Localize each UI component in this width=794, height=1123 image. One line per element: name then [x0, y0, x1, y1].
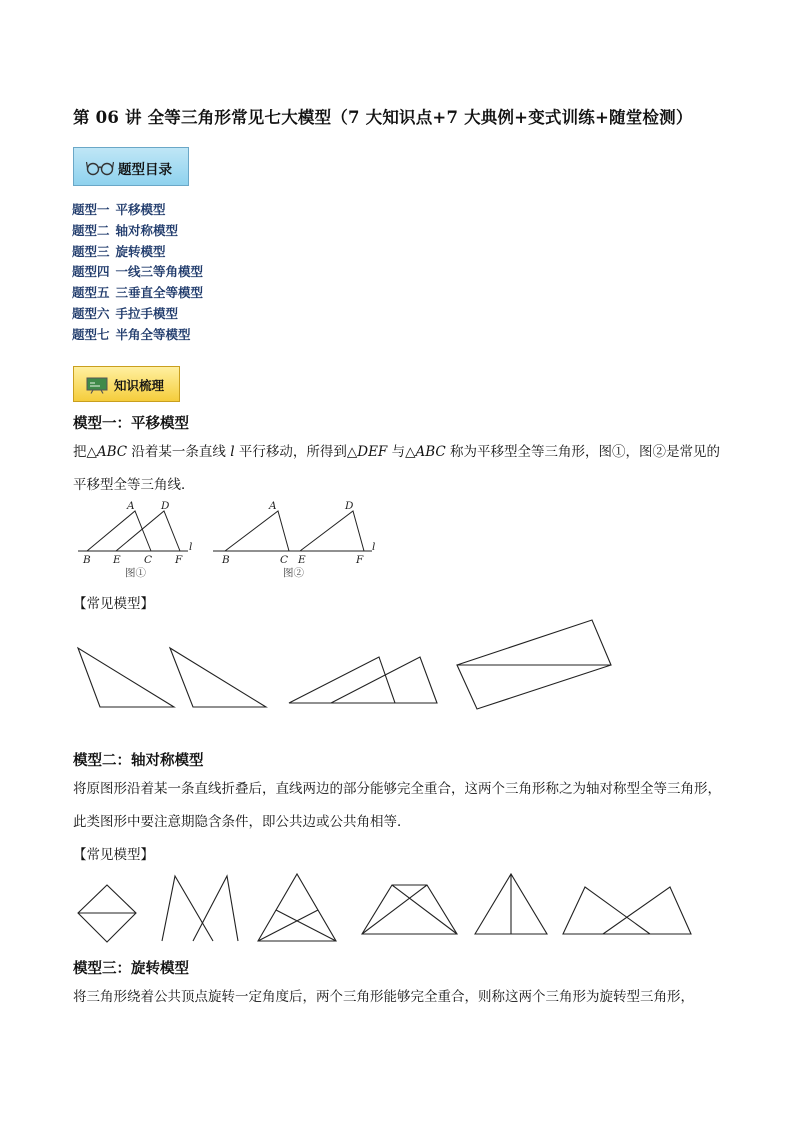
fig2-label-l: l: [372, 541, 376, 553]
fig2-label-B: B: [222, 554, 230, 566]
fig1-label-E: E: [113, 554, 121, 566]
translation-figure-1: [75, 498, 200, 583]
toc-banner: [73, 147, 189, 186]
model2-common-figures: [70, 868, 700, 948]
fig1-label-B: B: [83, 554, 91, 566]
glasses-icon: [86, 159, 114, 181]
toc-banner-label: 题型目录: [118, 162, 172, 178]
toc-item[interactable]: 题型三 旋转模型: [72, 243, 166, 259]
fig1-label-C: C: [144, 554, 153, 566]
knowledge-banner-label: 知识梳理: [114, 378, 165, 393]
model1-common-figures: [70, 615, 630, 715]
symmetry-shape-kite: [78, 885, 136, 942]
model1-heading: 模型一：平移模型: [73, 415, 189, 432]
fig1-label-F: F: [175, 554, 183, 566]
page-title: 第 06 讲 全等三角形常见七大模型（7 大知识点+7 大典例+变式训练+随堂检测）: [73, 108, 693, 127]
symmetry-shape-triangle-cross: [258, 874, 336, 941]
fig2-label-F: F: [356, 554, 364, 566]
fig2-label-D: D: [345, 500, 354, 512]
toc-item[interactable]: 题型五 三垂直全等模型: [72, 285, 204, 301]
chalkboard-icon: [86, 377, 108, 398]
translation-shape-3: [457, 620, 611, 709]
model1-text: 把△ABC 沿着某一条直线 l 平行移动，所得到△DEF 与△ABC 称为平移型全等三角形，图①，图②是常见的平移型全等三角线．: [73, 444, 721, 493]
translation-shape-2: [289, 657, 437, 703]
model3-heading: 模型三：旋转模型: [73, 960, 189, 977]
model2-common-label: 【常见模型】: [73, 847, 154, 863]
symmetry-shape-median: [475, 874, 547, 934]
toc-list: [72, 200, 209, 346]
toc-item[interactable]: 题型六 手拉手模型: [72, 305, 179, 321]
fig1-label-l: l: [189, 541, 193, 553]
toc-item[interactable]: 题型二 轴对称模型: [72, 222, 179, 238]
toc-item[interactable]: 题型一 平移模型: [72, 202, 166, 217]
model2-heading: 模型二：轴对称模型: [73, 752, 204, 769]
fig2-label-E: E: [298, 554, 306, 566]
fig2-label-C: C: [280, 554, 289, 566]
translation-shape-1: [78, 648, 266, 707]
symmetry-shape-double: [563, 887, 691, 934]
model1-common-label: 【常见模型】: [73, 596, 154, 612]
symmetry-shape-trapezoid: [362, 885, 457, 934]
fig2-label-A: A: [269, 500, 277, 512]
symmetry-shape-m: [162, 876, 238, 941]
toc-item[interactable]: 题型四 一线三等角模型: [72, 264, 204, 280]
toc-item[interactable]: 题型七 半角全等模型: [72, 326, 191, 342]
translation-figure-2: [210, 498, 385, 583]
fig1-label-D: D: [161, 500, 170, 512]
fig1-label-A: A: [127, 500, 135, 512]
model3-text: 将三角形绕着公共顶点旋转一定角度后，两个三角形能够完全重合，则称这两个三角形为旋转型三角形，: [73, 989, 694, 1005]
knowledge-banner: [73, 366, 180, 402]
model2-text: 将原图形沿着某一条直线折叠后，直线两边的部分能够完全重合，这两个三角形称之为轴对称型全等三角形，此类图形中要注意期隐含条件，即公共边或公共角相等．: [73, 781, 721, 830]
fig1-caption: 图①: [125, 567, 146, 579]
fig2-caption: 图②: [283, 567, 304, 579]
